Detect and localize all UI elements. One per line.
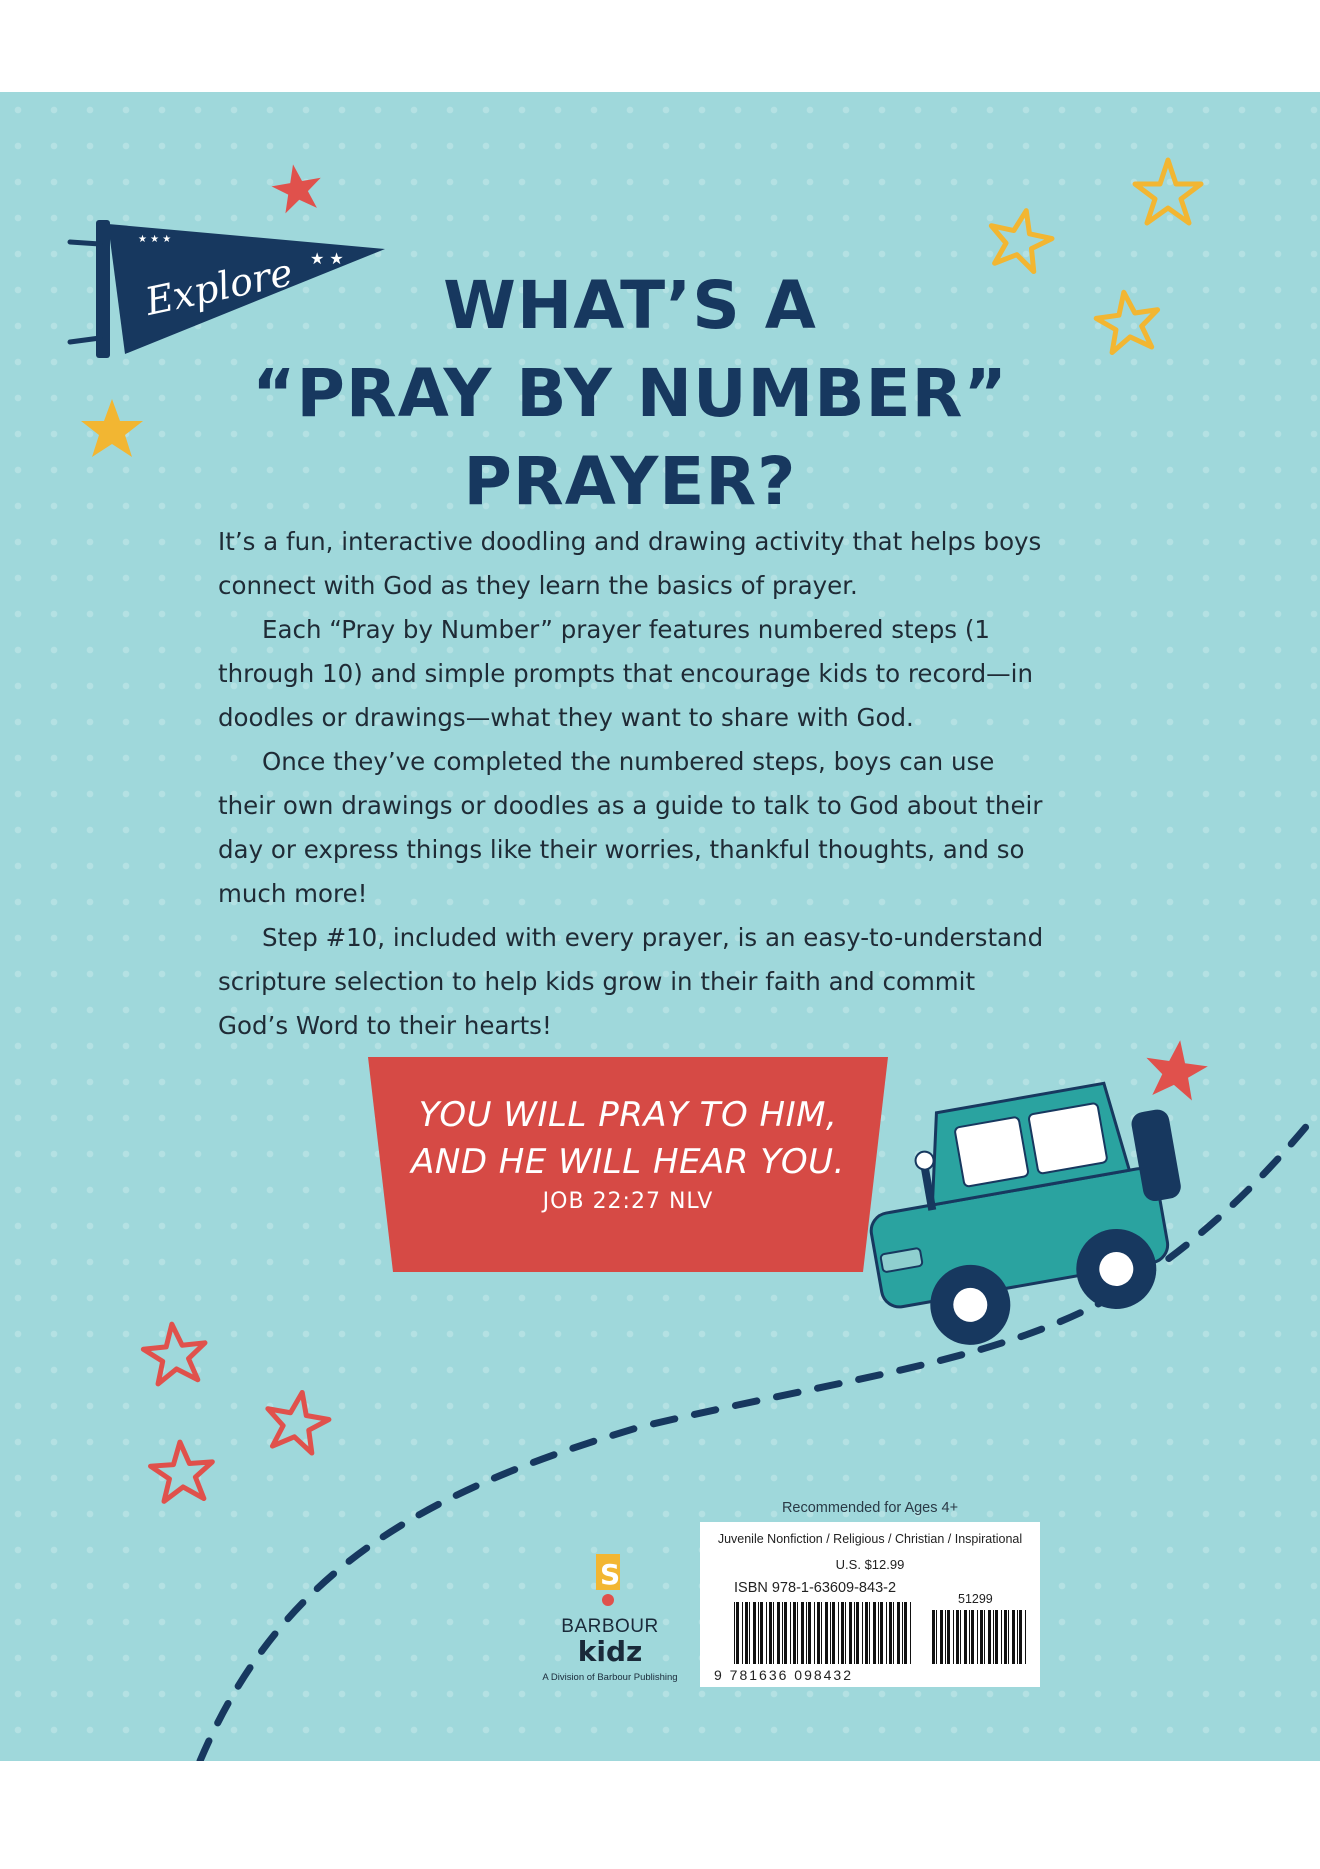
book-back-cover — [0, 92, 1320, 1761]
svg-text:S: S — [600, 1558, 621, 1591]
page-title — [200, 262, 1060, 526]
star-red-outline-icon — [262, 1387, 333, 1455]
barbour-kidz-logo-icon — [590, 1552, 630, 1608]
star-red-icon — [268, 160, 325, 215]
isbn-label: ISBN 978-1-63609-843-2 — [734, 1580, 897, 1596]
jeep-icon — [853, 1073, 1202, 1359]
star-yellow-outline-icon — [1135, 160, 1201, 223]
pennant-label: Explore — [141, 249, 297, 324]
paragraph-2: Each “Pray by Number” prayer features numbered steps (1 through 10) and simple prompts that encourage kids to record—in doodles or drawings—what they want to share with God. — [218, 615, 1033, 732]
publisher-logo — [530, 1552, 690, 1683]
pennant-mini-stars: ★ ★ ★ — [138, 234, 172, 245]
barcode-digits: 9 781636 098432 — [714, 1667, 853, 1683]
paragraph-3: Once they’ve completed the numbered steps, boys can use their own drawings or doodles as a guide to talk to God about their day or express things like their worries, thankful thoughts, and so much more! — [218, 747, 1043, 908]
age-recommendation: Recommended for Ages 4+ — [781, 1500, 959, 1516]
title-line-3: PRAYER? — [463, 443, 797, 520]
description — [218, 520, 1048, 1048]
verse-line-1: YOU WILL PRAY TO HIM, — [418, 1095, 838, 1135]
star-yellow-icon — [81, 399, 143, 457]
barcode-bars — [700, 1522, 1040, 1687]
book-category: Juvenile Nonfiction / Religious / Christian / Inspirational — [717, 1532, 1023, 1546]
verse-quote — [368, 1092, 888, 1186]
pennant-stars: ★ ★ — [310, 249, 344, 268]
publisher-division: A Division of Barbour Publishing — [542, 1672, 678, 1683]
title-line-2: “PRAY BY NUMBER” — [252, 355, 1008, 432]
verse-reference: JOB 22:27 NLV — [542, 1189, 714, 1214]
price-code: 51299 — [958, 1592, 993, 1606]
publisher-imprint: kidz — [577, 1635, 643, 1668]
title-line-1: WHAT’S A — [443, 267, 817, 344]
barcode-panel — [700, 1522, 1040, 1687]
star-red-icon — [1141, 1036, 1210, 1102]
verse-line-2: AND HE WILL HEAR YOU. — [411, 1142, 845, 1182]
publisher-name: BARBOUR — [561, 1616, 659, 1637]
book-price: U.S. $12.99 — [835, 1557, 905, 1572]
paragraph-4: Step #10, included with every prayer, is an easy-to-understand scripture selection to help kids grow in their faith and commit God’s Word to their hearts! — [218, 923, 1044, 1040]
star-red-outline-icon — [149, 1440, 215, 1502]
paragraph-1: It’s a fun, interactive doodling and drawing activity that helps boys connect with God as they learn the basics of prayer. — [218, 527, 1042, 600]
star-red-outline-icon — [141, 1321, 209, 1385]
star-yellow-outline-icon — [1093, 288, 1162, 354]
